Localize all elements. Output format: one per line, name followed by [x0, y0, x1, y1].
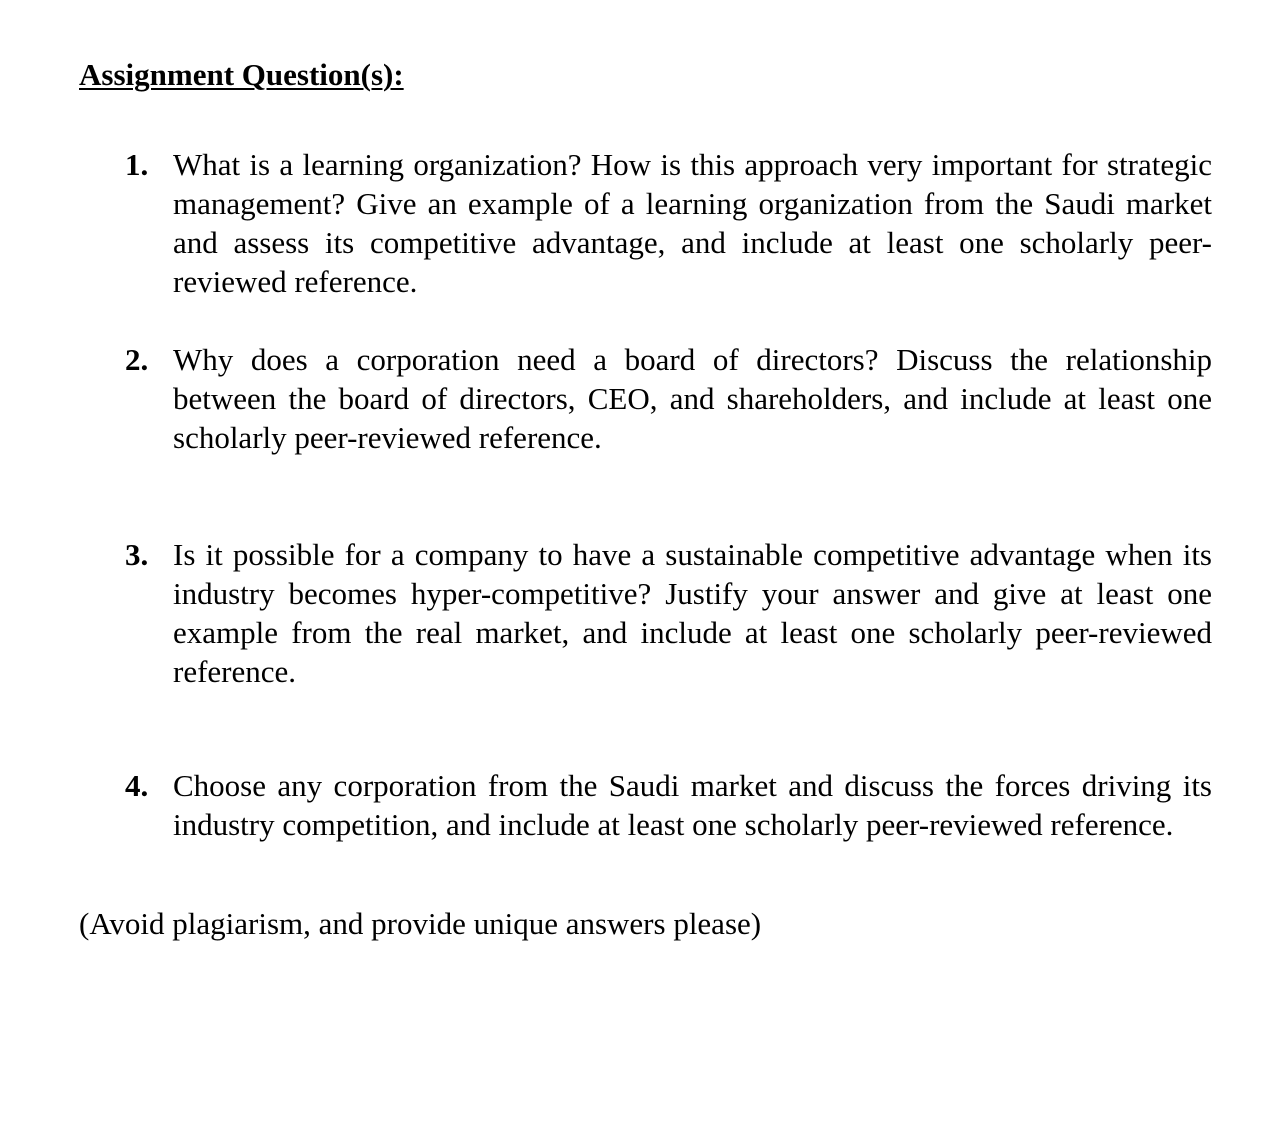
question-item — [125, 340, 1212, 457]
question-text: Why does a corporation need a board of directors? Discuss the relationship between the board of directors, CEO, and shareholders, and include at least one scholarly peer-reviewed reference. — [173, 342, 1212, 455]
page-title: Assignment Question(s): — [79, 57, 404, 92]
question-number: 1. — [125, 147, 149, 182]
question-text: Choose any corporation from the Saudi market and discuss the forces driving its industry competition, and include at least one scholarly peer-reviewed reference. — [173, 768, 1212, 842]
question-number: 3. — [125, 537, 149, 572]
closing-note: (Avoid plagiarism, and provide unique answers please) — [79, 906, 762, 941]
question-item — [125, 145, 1212, 301]
question-text: What is a learning organization? How is this approach very important for strategic management? Give an example of a learning organization from the Saudi market and assess its competitive advantage, and include at least one scholarly peer-reviewed reference. — [173, 147, 1212, 299]
question-number: 4. — [125, 768, 149, 803]
question-text: Is it possible for a company to have a sustainable competitive advantage when its industry becomes hyper-competitive? Justify your answer and give at least one example from the real market, and include at least one scholarly peer-reviewed reference. — [173, 537, 1212, 689]
question-number: 2. — [125, 342, 149, 377]
question-item — [125, 535, 1212, 691]
question-item — [125, 766, 1212, 844]
